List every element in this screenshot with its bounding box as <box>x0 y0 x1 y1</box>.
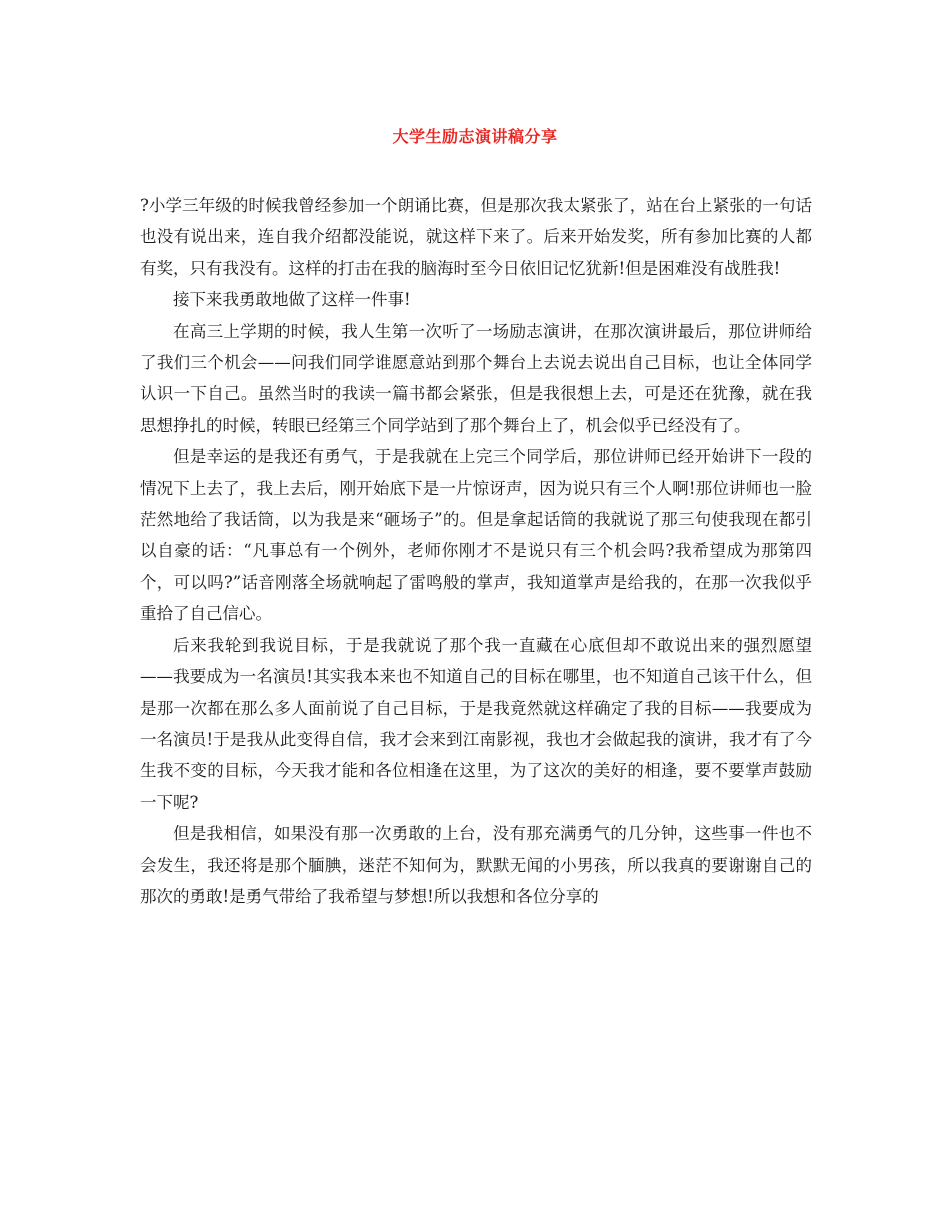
paragraph-6: 但是我相信，如果没有那一次勇敢的上台，没有那充满勇气的几分钟，这些事一件也不会发生，我还将是那个腼腆，迷茫不知何为，默默无闻的小男孩，所以我真的要谢谢自己的那次的勇敢!是勇气带给了我希望与梦想!所以我想和各位分享的 <box>140 824 812 906</box>
document-body <box>140 190 812 912</box>
paragraph-3: 在高三上学期的时候，我人生第一次听了一场励志演讲，在那次演讲最后，那位讲师给了我们三个机会——问我们同学谁愿意站到那个舞台上去说去说出自己目标，也让全体同学认识一下自己。虽然当时的我读一篇书都会紧张，但是我很想上去，可是还在犹豫，就在我思想挣扎的时候，转眼已经第三个同学站到了那个舞台上了，机会似乎已经没有了。 <box>140 321 812 435</box>
document-title: 大学生励志演讲稿分享 <box>392 127 558 146</box>
paragraph-4: 但是幸运的是我还有勇气，于是我就在上完三个同学后，那位讲师已经开始讲下一段的情况下上去了，我上去后，刚开始底下是一片惊讶声，因为说只有三个人啊!那位讲师也一脸茫然地给了我话筒，以为我是来“砸场子”的。但是拿起话筒的我就说了那三句使我现在都引以自豪的话：“凡事总有一个例外，老师你刚才不是说只有三个机会吗?我希望成为那第四个，可以吗?”话音刚落全场就响起了雷鸣般的掌声，我知道掌声是给我的，在那一次我似乎重拾了自己信心。 <box>140 447 812 624</box>
paragraph-2: 接下来我勇敢地做了这样一件事! <box>173 290 411 310</box>
paragraph-1: ?小学三年级的时候我曾经参加一个朗诵比赛，但是那次我太紧张了，站在台上紧张的一句话也没有说出来，连自我介绍都没能说，就这样下来了。后来开始发奖，所有参加比赛的人都有奖，只有我没有。这样的打击在我的脑海时至今日依旧记忆犹新!但是困难没有战胜我! <box>140 196 812 278</box>
paragraph-5: 后来我轮到我说目标，于是我就说了那个我一直藏在心底但却不敢说出来的强烈愿望——我要成为一名演员!其实我本来也不知道自己的目标在哪里，也不知道自己该干什么，但是那一次都在那么多人面前说了自己目标，于是我竟然就这样确定了我的目标——我要成为一名演员!于是我从此变得自信，我才会来到江南影视，我也才会做起我的演讲，我才有了今生我不变的目标，今天我才能和各位相逢在这里，为了这次的美好的相逢，要不要掌声鼓励一下呢? <box>140 635 812 812</box>
